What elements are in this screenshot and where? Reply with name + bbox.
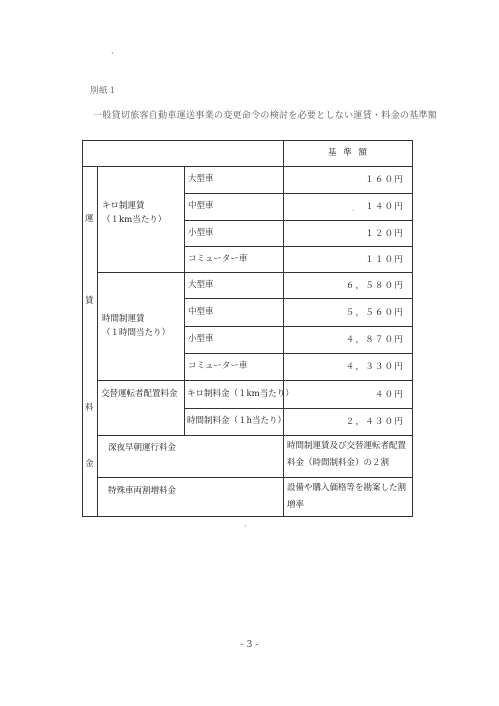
km-fare-unit: （１km当たり） <box>102 215 167 225</box>
table-rule <box>82 166 413 167</box>
side-char-fare-2: 賃 <box>85 296 94 306</box>
hour-fare-vehicle-medium: 中型車 <box>188 307 214 317</box>
side-char-charge-2: 金 <box>85 459 94 469</box>
document-title: 一般貸切旅客自動車運送事業の変更命令の検討を必要としない運賃・料金の基準額 <box>93 111 438 121</box>
relief-driver-hour-amount: ２，４３０円 <box>345 417 404 427</box>
late-night-label: 深夜早朝運行料金 <box>108 443 177 453</box>
table-rule <box>184 220 413 221</box>
km-fare-amount-large: １６０円 <box>365 175 404 185</box>
scan-speck: ˎ <box>111 45 114 55</box>
relief-driver-km-unit: キロ制料金（１km当たり） <box>187 389 294 399</box>
km-fare-amount-medium: １４０円 <box>365 202 404 212</box>
table-rule <box>97 477 413 478</box>
km-fare-amount-small: １２０円 <box>365 229 404 239</box>
side-char-charge-1: 料 <box>85 403 94 413</box>
relief-driver-hour-unit: 時間制料金（１h当たり） <box>187 416 286 426</box>
relief-driver-km-amount: ４０円 <box>374 390 404 400</box>
late-night-value-line2: 料金（時間制料金）の２割 <box>287 458 390 468</box>
table-border-bottom <box>82 516 413 517</box>
table-border-left <box>82 140 83 517</box>
table-rule <box>97 435 413 436</box>
table-rule <box>184 166 185 435</box>
hour-fare-amount-medium: ５，５６０円 <box>345 308 404 318</box>
hour-fare-amount-small: ４，８７０円 <box>345 335 404 345</box>
special-vehicle-label: 特殊車両割増料金 <box>108 486 177 496</box>
special-vehicle-value-line2: 増率 <box>287 500 305 510</box>
hour-fare-unit: （１時間当たり） <box>102 328 171 338</box>
table-rule <box>184 298 413 299</box>
km-fare-vehicle-medium: 中型車 <box>188 201 214 211</box>
table-rule <box>184 408 413 409</box>
hour-fare-vehicle-commuter: コミューター車 <box>188 361 248 371</box>
fare-standard-table <box>82 140 413 517</box>
table-rule <box>184 353 413 354</box>
page-number: - 3 - <box>240 640 259 650</box>
km-fare-amount-commuter: １１０円 <box>365 255 404 265</box>
table-rule <box>184 193 413 194</box>
scan-mark: ˎ <box>352 202 355 211</box>
km-fare-vehicle-large: 大型車 <box>188 174 214 184</box>
table-border-top <box>82 140 413 141</box>
special-vehicle-value-line1: 設備や購入価格等を勘案した割 <box>287 483 407 493</box>
table-rule <box>97 166 98 516</box>
relief-driver-label: 交替運転者配置料金 <box>101 389 178 399</box>
scan-mark: · <box>244 522 247 531</box>
table-rule <box>184 326 413 327</box>
table-border-right <box>412 140 413 517</box>
table-rule <box>97 272 413 273</box>
hour-fare-amount-commuter: ４，３３０円 <box>345 362 404 372</box>
late-night-value-line1: 時間制運賃及び交替運転者配置 <box>287 441 407 451</box>
km-fare-label: キロ制運賃 <box>102 201 145 211</box>
hour-fare-amount-large: ６，５８０円 <box>345 281 404 291</box>
hour-fare-vehicle-small: 小型車 <box>188 334 214 344</box>
table-rule <box>184 246 413 247</box>
column-header-standard-amount: 基 準 額 <box>328 148 369 158</box>
table-rule <box>97 380 413 381</box>
hour-fare-label: 時間制運賃 <box>102 314 145 324</box>
table-rule <box>283 140 284 516</box>
hour-fare-vehicle-large: 大型車 <box>188 280 214 290</box>
km-fare-vehicle-small: 小型車 <box>188 228 214 238</box>
attachment-label: 別紙１ <box>90 86 118 96</box>
km-fare-vehicle-commuter: コミューター車 <box>188 254 248 264</box>
side-char-fare-1: 運 <box>85 214 94 224</box>
